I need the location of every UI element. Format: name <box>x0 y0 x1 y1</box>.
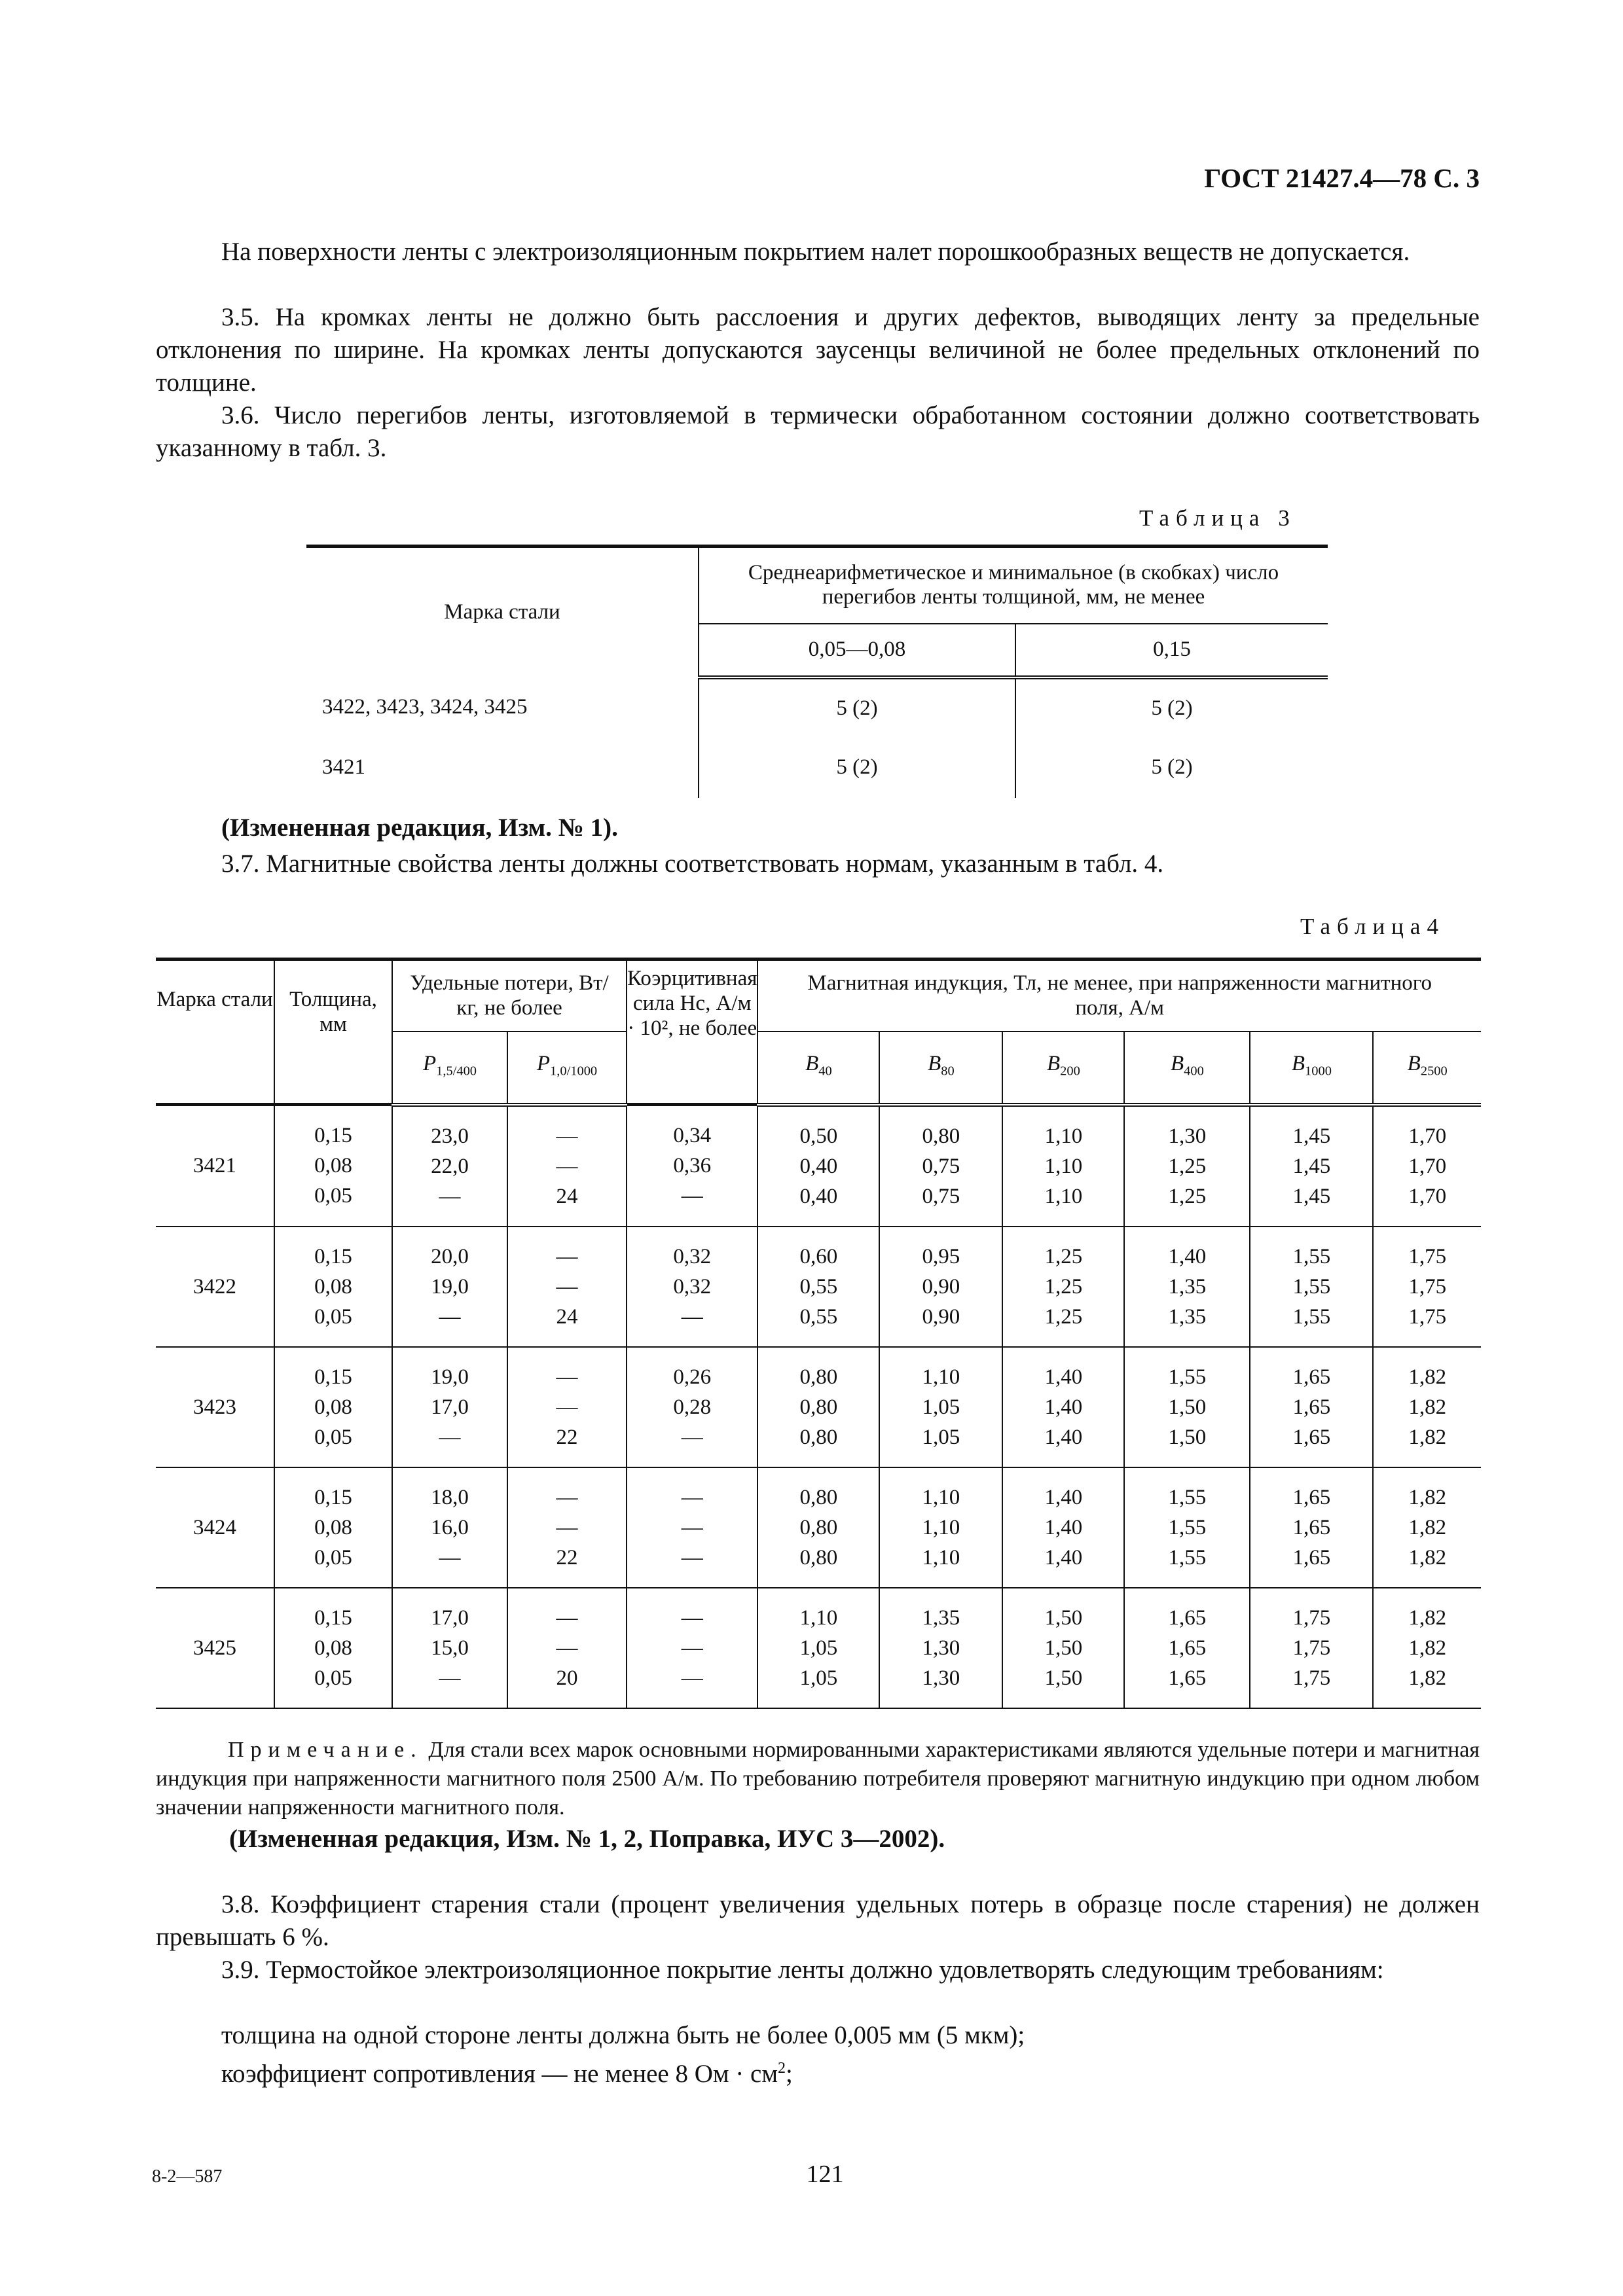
table4-header-grade: Марка стали <box>156 960 274 1105</box>
table4-cell-p1: 17,0 15,0 — <box>392 1588 507 1708</box>
table4-cell-thickness: 0,15 0,08 0,05 <box>274 1105 392 1227</box>
table4-cell-p2: — — 22 <box>507 1467 627 1588</box>
table3-cell-grade: 3421 <box>306 738 699 798</box>
table4-cell-grade: 3424 <box>156 1467 274 1588</box>
table4-header-b400: $B_{400}$ <box>1124 1031 1250 1105</box>
table4-header-coercive: Коэрцитивная сила Нс, А/м · 10², не более <box>627 960 757 1105</box>
table4-header-b2500: $B_{2500}$ <box>1373 1031 1481 1105</box>
table4-cell-b80: 0,95 0,90 0,90 <box>879 1227 1002 1347</box>
table4-cell-hc: 0,26 0,28 — <box>627 1347 757 1467</box>
table4-cell-b40: 1,10 1,05 1,05 <box>757 1588 879 1708</box>
table4-cell-b400: 1,55 1,55 1,55 <box>1124 1467 1250 1588</box>
paragraph-3-7: 3.7. Магнитные свойства ленты должны соответствовать нормам, указанным в табл. 4. <box>221 850 1164 878</box>
table4-cell-b200: 1,50 1,50 1,50 <box>1002 1588 1124 1708</box>
table4-cell-b200: 1,10 1,10 1,10 <box>1002 1105 1124 1227</box>
table4-cell-grade: 3423 <box>156 1347 274 1467</box>
paragraph-3-6: 3.6. Число перегибов ленты, изготовляемой в термически обработанном состоянии должно соответствовать указанному в табл. 3. <box>156 401 1480 462</box>
table4-header-losses: Удельные потери, Вт/кг, не более <box>392 960 627 1031</box>
table4 <box>156 958 1481 1709</box>
table4-cell-p2: — — 20 <box>507 1588 627 1708</box>
table4-header-b40: $B_{40}$ <box>757 1031 879 1105</box>
table4-cell-b2500: 1,82 1,82 1,82 <box>1373 1347 1481 1467</box>
table4-cell-p1: 23,0 22,0 — <box>392 1105 507 1227</box>
table4-cell-b80: 0,80 0,75 0,75 <box>879 1105 1002 1227</box>
table4-cell-hc: 0,34 0,36 — <box>627 1105 757 1227</box>
table4-header-induction: Магнитная индукция, Тл, не менее, при напряженности магнитного поля, А/м <box>757 960 1481 1031</box>
table3 <box>306 545 1328 798</box>
footer-code: 8-2—587 <box>152 2166 223 2187</box>
table4-row <box>156 1347 1481 1467</box>
table3-cell: 5 (2) <box>699 677 1015 738</box>
table4-cell-hc: 0,32 0,32 — <box>627 1227 757 1347</box>
table4-cell-b1000: 1,65 1,65 1,65 <box>1250 1467 1373 1588</box>
table3-cell-grade: 3422, 3423, 3424, 3425 <box>306 677 699 738</box>
table3-header-grade: Марка стали <box>306 547 699 677</box>
table4-cell-hc: — — — <box>627 1588 757 1708</box>
edit-note-1: (Измененная редакция, Изм. № 1). <box>221 814 618 842</box>
table4-cell-b80: 1,10 1,10 1,10 <box>879 1467 1002 1588</box>
table3-subheader-2: 0,15 <box>1015 624 1328 677</box>
table3-caption: Таблица 3 <box>1139 505 1296 531</box>
table4-cell-b1000: 1,65 1,65 1,65 <box>1250 1347 1373 1467</box>
table4-cell-b1000: 1,75 1,75 1,75 <box>1250 1588 1373 1708</box>
paragraph-3-5: 3.5. На кромках ленты не должно быть расслоения и других дефектов, выводящих ленту за предельные отклонения по ширине. На кромках ленты допускаются заусенцы величиной не более предельных отклонений по толщине. <box>156 303 1480 397</box>
table4-cell-b2500: 1,75 1,75 1,75 <box>1373 1227 1481 1347</box>
table4-cell-b40: 0,60 0,55 0,55 <box>757 1227 879 1347</box>
table4-header-p1: $P_{1,5/400}$ <box>392 1031 507 1105</box>
table4-header-p2: $P_{1,0/1000}$ <box>507 1031 627 1105</box>
table4-cell-b200: 1,40 1,40 1,40 <box>1002 1467 1124 1588</box>
table4-cell-b400: 1,30 1,25 1,25 <box>1124 1105 1250 1227</box>
paragraph-coating: На поверхности ленты с электроизоляционным покрытием налет порошкообразных веществ не допускается. <box>221 238 1410 266</box>
table3-cell: 5 (2) <box>699 738 1015 798</box>
table4-cell-hc: — — — <box>627 1467 757 1588</box>
table4-cell-b1000: 1,55 1,55 1,55 <box>1250 1227 1373 1347</box>
table4-cell-grade: 3425 <box>156 1588 274 1708</box>
table4-cell-thickness: 0,15 0,08 0,05 <box>274 1227 392 1347</box>
table4-cell-b80: 1,10 1,05 1,05 <box>879 1347 1002 1467</box>
table4-note <box>156 1736 1480 1822</box>
table4-row <box>156 1227 1481 1347</box>
table4-cell-b2500: 1,82 1,82 1,82 <box>1373 1467 1481 1588</box>
table4-cell-thickness: 0,15 0,08 0,05 <box>274 1347 392 1467</box>
table4-caption: Таблица4 <box>1300 914 1445 939</box>
table3-row <box>306 738 1328 798</box>
table4-cell-b400: 1,40 1,35 1,35 <box>1124 1227 1250 1347</box>
table3-cell: 5 (2) <box>1151 755 1193 779</box>
table3-subheader-1: 0,05—0,08 <box>699 624 1015 677</box>
table4-cell-b80: 1,35 1,30 1,30 <box>879 1588 1002 1708</box>
table3-header-group: Среднеарифметическое и минимальное (в скобках) число перегибов ленты толщиной, мм, не менее <box>699 547 1328 624</box>
table4-cell-b400: 1,55 1,50 1,50 <box>1124 1347 1250 1467</box>
note-label: Примечание. <box>228 1738 423 1762</box>
table4-cell-grade: 3422 <box>156 1227 274 1347</box>
table4-cell-p2: — — 22 <box>507 1347 627 1467</box>
table4-header-b80: $B_{80}$ <box>879 1031 1002 1105</box>
table4-cell-b200: 1,40 1,40 1,40 <box>1002 1347 1124 1467</box>
table4-cell-b1000: 1,45 1,45 1,45 <box>1250 1105 1373 1227</box>
table4-cell-b40: 0,80 0,80 0,80 <box>757 1347 879 1467</box>
table4-row <box>156 1105 1481 1227</box>
table4-cell-b40: 0,50 0,40 0,40 <box>757 1105 879 1227</box>
paragraph-3-8: 3.8. Коэффициент старения стали (процент увеличения удельных потерь в образце после старения) не должен превышать 6 %. <box>156 1890 1480 1951</box>
requirement-thickness: толщина на одной стороне ленты должна быть не более 0,005 мм (5 мкм); <box>221 2021 1025 2049</box>
table4-header-thickness: Толщина, мм <box>274 960 392 1105</box>
table3-row <box>306 677 1328 738</box>
note-text: Для стали всех марок основными нормированными характеристиками являются удельные потери и магнитная индукция при напряженности магнитного поля 2500 А/м. По требованию потребителя проверяют магнитную индукцию при одном любом значении напряженности магнитного поля. <box>156 1738 1480 1820</box>
table4-row <box>156 1588 1481 1708</box>
table3-cell: 5 (2) <box>1151 696 1193 720</box>
table4-header-b1000: $B_{1000}$ <box>1250 1031 1373 1105</box>
table4-cell-thickness: 0,15 0,08 0,05 <box>274 1467 392 1588</box>
edit-note-2: (Измененная редакция, Изм. № 1, 2, Поправка, ИУС 3—2002). <box>229 1825 945 1853</box>
requirement-resistance: коэффициент сопротивления — не менее 8 Ом · $см^2$; <box>221 2060 793 2088</box>
table4-cell-p2: — — 24 <box>507 1227 627 1347</box>
table4-cell-p1: 20,0 19,0 — <box>392 1227 507 1347</box>
table4-cell-p1: 19,0 17,0 — <box>392 1347 507 1467</box>
table4-cell-p2: — — 24 <box>507 1105 627 1227</box>
table4-header-b200: $B_{200}$ <box>1002 1031 1124 1105</box>
table4-cell-thickness: 0,15 0,08 0,05 <box>274 1588 392 1708</box>
paragraph-3-9: 3.9. Термостойкое электроизоляционное покрытие ленты должно удовлетворять следующим требованиям: <box>221 1956 1384 1984</box>
table4-cell-b200: 1,25 1,25 1,25 <box>1002 1227 1124 1347</box>
table4-cell-grade: 3421 <box>156 1105 274 1227</box>
page-number: 121 <box>806 2161 844 2188</box>
table4-cell-b2500: 1,70 1,70 1,70 <box>1373 1105 1481 1227</box>
table4-cell-p1: 18,0 16,0 — <box>392 1467 507 1588</box>
table4-cell-b2500: 1,82 1,82 1,82 <box>1373 1588 1481 1708</box>
table4-cell-b40: 0,80 0,80 0,80 <box>757 1467 879 1588</box>
page-header: ГОСТ 21427.4—78 С. 3 <box>1204 163 1480 193</box>
table4-cell-b400: 1,65 1,65 1,65 <box>1124 1588 1250 1708</box>
table4-row <box>156 1467 1481 1588</box>
